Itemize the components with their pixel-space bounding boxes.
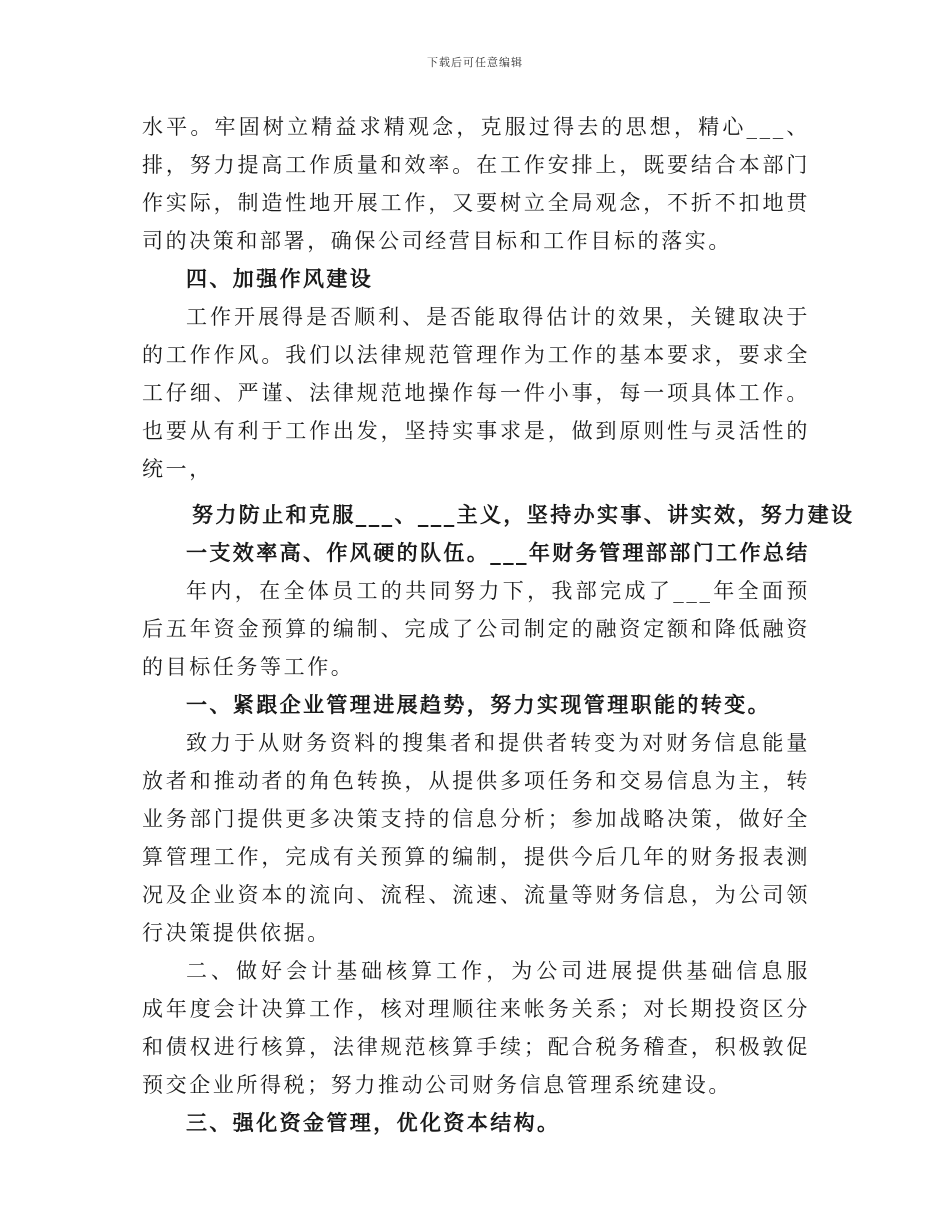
- paragraph-line: 工作开展得是否顺利、是否能取得估计的效果，关键取决于: [186, 305, 810, 329]
- paragraph-line: 排，努力提高工作质量和效率。在工作安排上，既要结合本部门: [142, 153, 810, 177]
- paragraph-line: 放者和推动者的角色转换，从提供多项任务和交易信息为主，转: [142, 769, 810, 793]
- paragraph-line: 况及企业资本的流向、流程、流速、流量等财务信息，为公司领: [142, 883, 810, 907]
- paragraph-line: 二、做好会计基础核算工作，为公司进展提供基础信息服: [186, 959, 810, 983]
- paragraph-line: 致力于从财务资料的搜集者和提供者转变为对财务信息能量: [186, 731, 810, 755]
- paragraph-line: 的工作作风。我们以法律规范管理作为工作的基本要求，要求全: [142, 343, 810, 367]
- paragraph-line: 年内，在全体员工的共同努力下，我部完成了___年全面预: [186, 579, 810, 603]
- paragraph-line: 行决策提供依据。: [142, 921, 331, 945]
- paragraph-line: 业务部门提供更多决策支持的信息分析；参加战略决策，做好全: [142, 807, 810, 831]
- page-header: 下载后可任意编辑: [427, 56, 523, 69]
- paragraph-line: 工仔细、严谨、法律规范地操作每一件小事，每一项具体工作。: [142, 381, 810, 405]
- paragraph-line: 和债权进行核算，法律规范核算手续；配合税务稽查，积极敦促: [142, 1035, 810, 1059]
- section-heading-1: 一、紧跟企业管理进展趋势，努力实现管理职能的转变。: [186, 693, 771, 717]
- paragraph-line: 司的决策和部署，确保公司经营目标和工作目标的落实。: [142, 229, 732, 253]
- section-heading-4: 四、加强作风建设: [186, 267, 374, 291]
- section-heading-3: 三、强化资金管理，优化资本结构。: [186, 1111, 561, 1135]
- paragraph-line: 的目标任务等工作。: [142, 655, 355, 679]
- paragraph-line: 成年度会计决算工作，核对理顺往来帐务关系；对长期投资区分: [142, 997, 810, 1021]
- bold-paragraph-line: 一支效率高、作风硬的队伍。___年财务管理部部门工作总结: [186, 541, 810, 565]
- paragraph-line: 也要从有利于工作出发，坚持实事求是，做到原则性与灵活性的: [142, 419, 810, 443]
- paragraph-line: 预交企业所得税；努力推动公司财务信息管理系统建设。: [142, 1073, 732, 1097]
- bold-paragraph-line: 努力防止和克服___、___主义，坚持办实事、讲实效，努力建设: [192, 503, 855, 527]
- paragraph-line: 统一，: [142, 457, 213, 481]
- paragraph-line: 算管理工作，完成有关预算的编制，提供今后几年的财务报表测: [142, 845, 810, 869]
- paragraph-line: 作实际，制造性地开展工作，又要树立全局观念，不折不扣地贯: [142, 191, 810, 215]
- paragraph-line: 后五年资金预算的编制、完成了公司制定的融资定额和降低融资: [142, 617, 810, 641]
- paragraph-line: 水平。牢固树立精益求精观念，克服过得去的思想，精心___、: [142, 115, 810, 139]
- document-body: [142, 108, 855, 1142]
